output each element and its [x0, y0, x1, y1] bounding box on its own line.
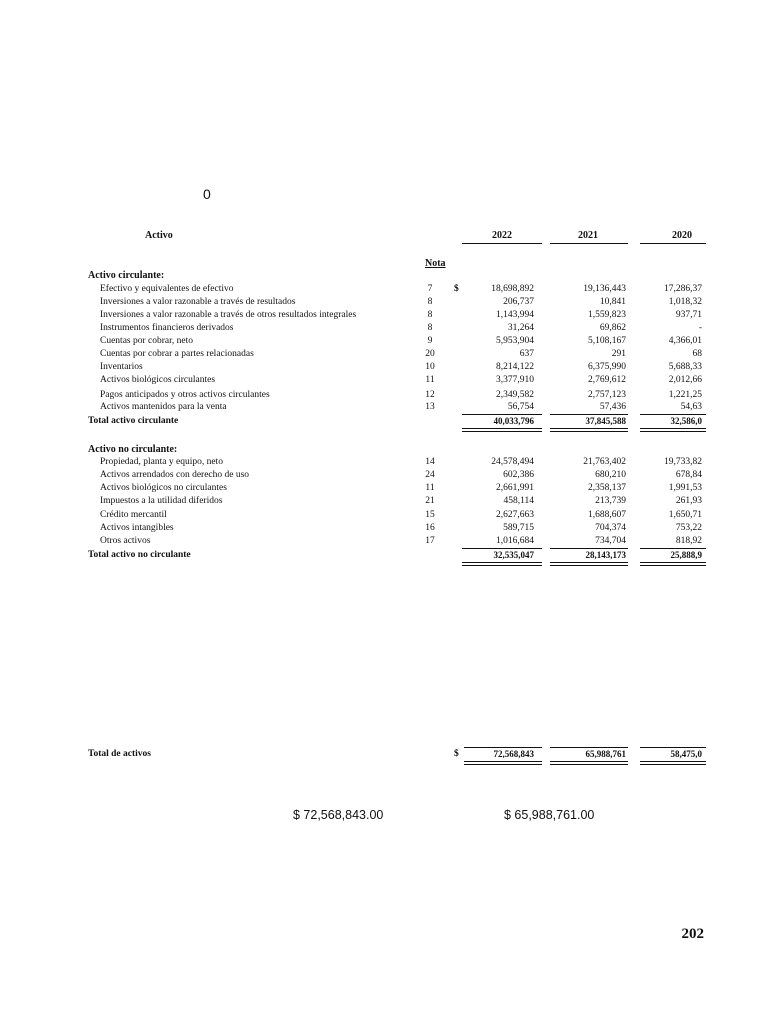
value-2022: 1,016,684	[496, 536, 534, 546]
grand-total-row	[0, 748, 768, 761]
table-row	[0, 495, 768, 508]
value-2022: 31,264	[507, 323, 534, 333]
row-note: 16	[425, 523, 435, 533]
table-row	[0, 322, 768, 335]
value-2022: 5,953,904	[496, 336, 534, 346]
value-2020: 937,71	[675, 310, 702, 320]
row-note: 7	[427, 284, 433, 294]
value-2020: 1,018,32	[668, 297, 702, 307]
value-2022: 40,033,796	[493, 416, 534, 426]
value-2021: 57,436	[599, 402, 626, 412]
value-2020: 261,93	[675, 496, 702, 506]
value-2022: 2,627,663	[496, 510, 534, 520]
value-2020: 19,733,82	[664, 457, 702, 467]
row-label: Activos mantenidos para la venta	[100, 402, 227, 412]
value-2022: 637	[519, 349, 534, 359]
row-note: 14	[425, 457, 435, 467]
total-double-rule	[550, 428, 628, 432]
current-assets-total-row	[0, 415, 768, 428]
year-2021-header: 2021	[578, 230, 598, 241]
value-2020: 5,688,33	[668, 362, 702, 372]
value-2020: 1,991,53	[668, 483, 702, 493]
nota-column-header: Nota	[425, 258, 446, 269]
footer-total-2022: $ 72,568,843.00	[293, 808, 384, 822]
table-row	[0, 522, 768, 535]
year-2022-underline	[462, 243, 542, 244]
value-2021: 704,374	[595, 523, 626, 533]
table-row	[0, 456, 768, 469]
row-label: Impuestos a la utilidad diferidos	[100, 496, 223, 506]
table-row	[0, 309, 768, 322]
row-label: Pagos anticipados y otros activos circulantes	[100, 390, 270, 400]
row-label: Crédito mercantil	[100, 510, 167, 520]
row-label: Inversiones a valor razonable a través de resultados	[100, 297, 296, 307]
value-2021: 19,136,443	[583, 284, 626, 294]
table-row	[0, 335, 768, 348]
row-note: 15	[425, 510, 435, 520]
value-2021: 2,757,123	[588, 390, 626, 400]
value-2021: 2,358,137	[588, 483, 626, 493]
total-double-rule	[640, 562, 706, 566]
row-label: Inventarios	[100, 362, 143, 372]
row-note: 12	[425, 390, 435, 400]
value-2020: 753,22	[675, 523, 702, 533]
value-2020: 32,586,0	[670, 416, 702, 426]
row-note: 13	[425, 402, 435, 412]
value-2021: 5,108,167	[588, 336, 626, 346]
row-label: Instrumentos financieros derivados	[100, 323, 234, 333]
value-2022: 458,114	[503, 496, 534, 506]
total-double-rule	[640, 428, 706, 432]
row-label: Cuentas por cobrar, neto	[100, 336, 194, 346]
value-2022: 8,214,122	[496, 362, 534, 372]
value-2021: 1,688,607	[588, 510, 626, 520]
value-2021: 2,769,612	[588, 375, 626, 385]
noncurrent-assets-total-row	[0, 549, 768, 562]
value-2020: 818,92	[675, 536, 702, 546]
value-2021: 680,210	[595, 470, 626, 480]
table-row	[0, 348, 768, 361]
current-assets-title: Activo circulante:	[88, 270, 165, 281]
value-2022: 206,737	[503, 297, 534, 307]
value-2021: 65,988,761	[585, 749, 626, 759]
value-2021: 21,763,402	[583, 457, 626, 467]
total-double-rule	[462, 562, 542, 566]
value-2021: 213,739	[595, 496, 626, 506]
year-2020-underline	[640, 243, 706, 244]
footer-total-2021: $ 65,988,761.00	[504, 808, 595, 822]
total-double-rule	[550, 562, 628, 566]
row-note: 17	[425, 536, 435, 546]
value-2021: 6,375,990	[588, 362, 626, 372]
value-2021: 37,845,588	[585, 416, 626, 426]
value-2021: 28,143,173	[585, 550, 626, 560]
row-label: Inversiones a valor razonable a través de otros resultados integrales	[100, 310, 357, 320]
table-row	[0, 509, 768, 522]
value-2022: 1,143,994	[496, 310, 534, 320]
row-label: Otros activos	[100, 536, 151, 546]
value-2022: 18,698,892	[491, 284, 534, 294]
corner-year-fragment: 202	[681, 926, 704, 942]
row-label: Activos intangibles	[100, 523, 174, 533]
value-2021: 1,559,823	[588, 310, 626, 320]
row-note: 8	[427, 310, 433, 320]
section-label-activo: Activo	[145, 230, 173, 241]
value-2021: 734,704	[595, 536, 626, 546]
row-note: 8	[427, 297, 433, 307]
table-row	[0, 469, 768, 482]
value-2020: 68	[692, 349, 702, 359]
zero-marker: 0	[203, 186, 211, 202]
row-label: Activos biológicos no circulantes	[100, 483, 227, 493]
year-2022-header: 2022	[492, 230, 512, 241]
grand-total-double-rule	[550, 761, 628, 765]
value-2020: -	[698, 323, 702, 333]
row-note: 21	[425, 496, 435, 506]
row-label: Propiedad, planta y equipo, neto	[100, 457, 223, 467]
total-double-rule	[462, 428, 542, 432]
table-row	[0, 535, 768, 548]
row-note: 20	[425, 349, 435, 359]
value-2020: 2,012,66	[668, 375, 702, 385]
value-2022: 32,535,047	[493, 550, 534, 560]
currency-symbol: $	[454, 749, 459, 759]
value-2020: 678,84	[675, 470, 702, 480]
year-2021-underline	[550, 243, 628, 244]
grand-total-double-rule	[464, 761, 542, 765]
value-2021: 69,862	[599, 323, 626, 333]
table-row	[0, 296, 768, 309]
value-2022: 56,754	[507, 402, 534, 412]
row-label: Activos arrendados con derecho de uso	[100, 470, 250, 480]
currency-symbol: $	[454, 284, 459, 294]
row-note: 10	[425, 362, 435, 372]
value-2020: 54,63	[680, 402, 702, 412]
value-2021: 291	[611, 349, 626, 359]
value-2020: 4,366,01	[668, 336, 702, 346]
table-row	[0, 361, 768, 374]
row-label: Total de activos	[88, 749, 151, 759]
value-2022: 24,578,494	[491, 457, 534, 467]
row-label: Total activo circulante	[88, 416, 179, 426]
noncurrent-assets-title: Activo no circulante:	[88, 444, 178, 455]
value-2020: 1,221,25	[668, 390, 702, 400]
row-note: 11	[425, 375, 435, 385]
value-2022: 3,377,910	[496, 375, 534, 385]
table-row	[0, 374, 768, 387]
row-note: 9	[427, 336, 433, 346]
row-label: Cuentas por cobrar a partes relacionadas	[100, 349, 254, 359]
row-label: Activos biológicos circulantes	[100, 375, 216, 385]
table-row	[0, 482, 768, 495]
value-2022: 72,568,843	[493, 749, 534, 759]
row-label: Total activo no circulante	[88, 550, 191, 560]
value-2022: 2,661,991	[496, 483, 534, 493]
value-2021: 10,841	[599, 297, 626, 307]
year-2020-header: 2020	[672, 230, 692, 241]
value-2022: 602,386	[503, 470, 534, 480]
row-note: 8	[427, 323, 433, 333]
value-2020: 58,475,0	[670, 749, 702, 759]
value-2022: 589,715	[503, 523, 534, 533]
row-label: Efectivo y equivalentes de efectivo	[100, 284, 234, 294]
value-2022: 2,349,582	[496, 390, 534, 400]
table-row	[0, 401, 768, 414]
row-note: 11	[425, 483, 435, 493]
value-2020: 25,888,9	[670, 550, 702, 560]
value-2020: 1,650,71	[668, 510, 702, 520]
table-row	[0, 283, 768, 296]
row-note: 24	[425, 470, 435, 480]
grand-total-double-rule	[640, 761, 706, 765]
value-2020: 17,286,37	[664, 284, 702, 294]
